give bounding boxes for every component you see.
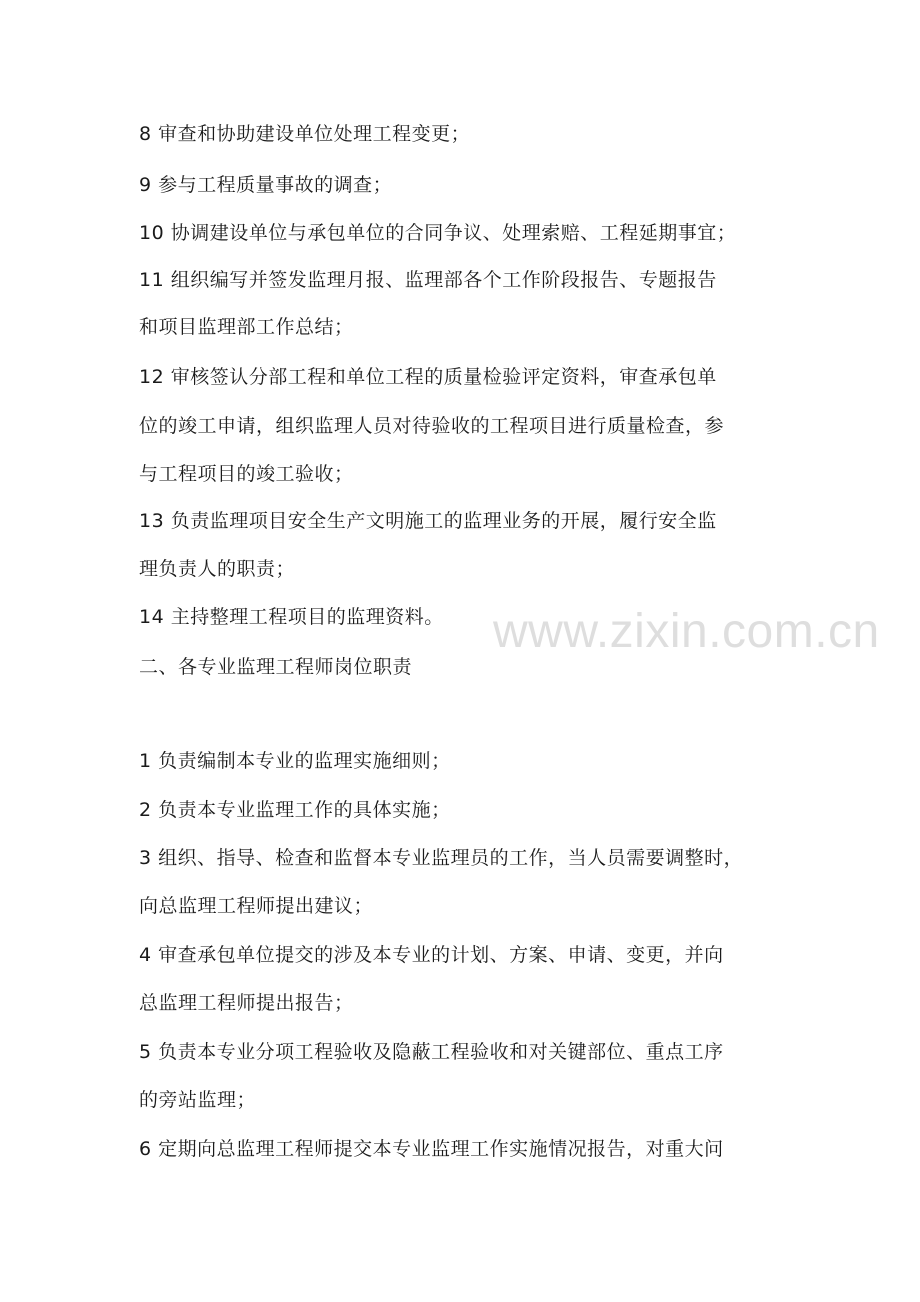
text-line: 的旁站监理； <box>139 1089 257 1111</box>
text-line: 12 审核签认分部工程和单位工程的质量检验评定资料，审查承包单 <box>139 366 717 388</box>
text-line: 9 参与工程质量事故的调查； <box>139 174 393 196</box>
text-line: 8 审查和协助建设单位处理工程变更； <box>139 123 471 145</box>
text-line: 理负责人的职责； <box>139 558 296 580</box>
text-line: 13 负责监理项目安全生产文明施工的监理业务的开展，履行安全监 <box>139 510 717 532</box>
text-line: 与工程项目的竣工验收； <box>139 463 354 485</box>
text-line: 14 主持整理工程项目的监理资料。 <box>139 606 444 628</box>
text-line: 1 负责编制本专业的监理实施细则； <box>139 750 451 772</box>
text-line: 位的竣工申请，组织监理人员对待验收的工程项目进行质量检查，参 <box>139 415 725 437</box>
text-line: 5 负责本专业分项工程验收及隐蔽工程验收和对关键部位、重点工序 <box>139 1041 724 1063</box>
text-line: 11 组织编写并签发监理月报、监理部各个工作阶段报告、专题报告 <box>139 269 717 291</box>
text-line: 3 组织、指导、检查和监督本专业监理员的工作，当人员需要调整时， <box>139 847 744 869</box>
text-line: 2 负责本专业监理工作的具体实施； <box>139 799 451 821</box>
section-heading: 二、各专业监理工程师岗位职责 <box>139 656 413 678</box>
text-line: 总监理工程师提出报告； <box>139 992 354 1014</box>
text-line: 10 协调建设单位与承包单位的合同争议、处理索赔、工程延期事宜； <box>139 222 737 244</box>
text-line: 6 定期向总监理工程师提交本专业监理工作实施情况报告，对重大问 <box>139 1138 724 1160</box>
text-line: 向总监理工程师提出建议； <box>139 895 374 917</box>
text-line: 和项目监理部工作总结； <box>139 316 354 338</box>
text-line: 4 审查承包单位提交的涉及本专业的计划、方案、申请、变更，并向 <box>139 944 724 966</box>
watermark: www.zixin.com.cn <box>493 605 880 658</box>
